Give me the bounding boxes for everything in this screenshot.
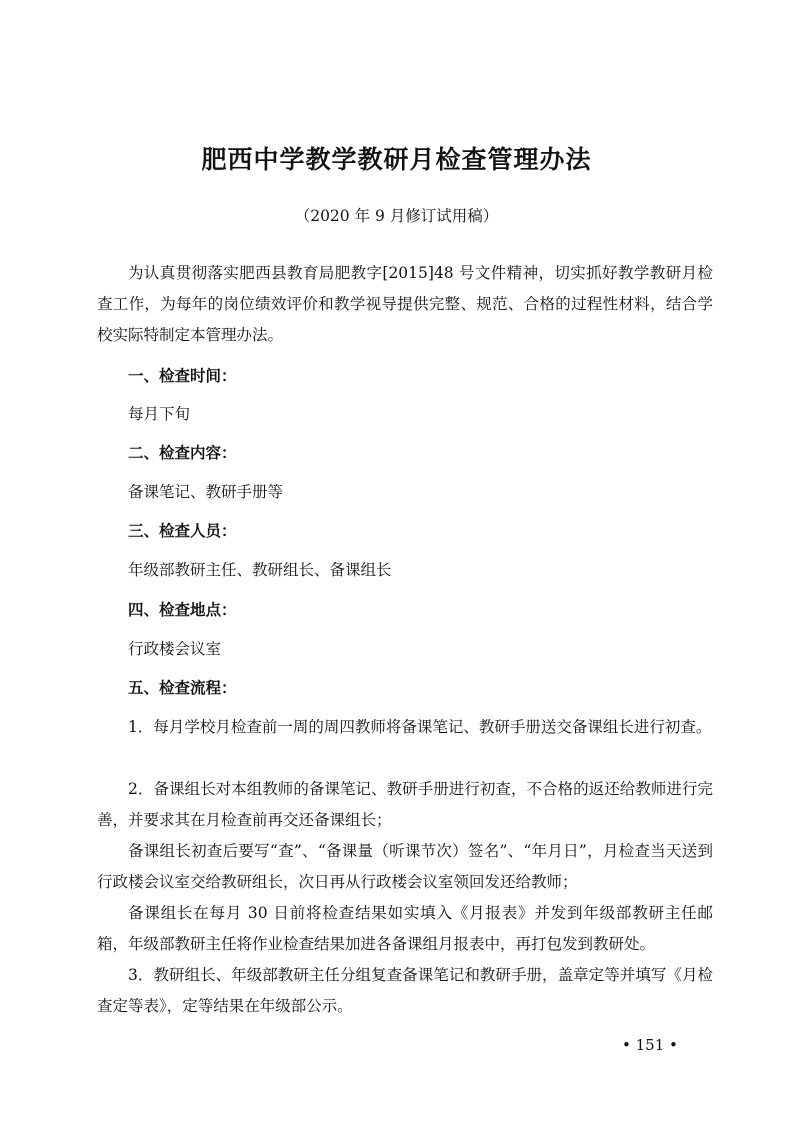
section-content-time: 每月下旬 — [128, 405, 191, 423]
section-heading-time: 一、检查时间： — [128, 367, 237, 385]
process-step-1: 1．每月学校月检查前一周的周四教师将备课笔记、教研手册送交备课组长进行初查。 — [128, 718, 712, 736]
page-number: • 151 • — [622, 1036, 678, 1054]
document-title: 肥西中学教学教研月检查管理办法 — [201, 145, 592, 174]
section-heading-content: 二、检查内容： — [128, 444, 237, 462]
process-step-3: 3．教研组长、年级部教研主任分组复查备课笔记和教研手册，盖章定等并填写《月检查定等表》，定等结果在年级部公示。 — [97, 966, 713, 1015]
section-content-content: 备课笔记、教研手册等 — [128, 483, 284, 501]
section-content-staff: 年级部教研主任、教研组长、备课组长 — [128, 561, 392, 579]
section-heading-location: 四、检查地点： — [128, 601, 237, 619]
process-step-2-note-a: 备课组长初查后要写“查”、“备课量（听课节次）签名”、“年月日”，月检查当天送到行政楼会议室交给教研组长，次日再从行政楼会议室领回发还给教师； — [97, 842, 713, 891]
intro-paragraph: 为认真贯彻落实肥西县教育局肥教字[2015]48 号文件精神，切实抓好教学教研月检查工作，为每年的岗位绩效评价和教学视导提供完整、规范、合格的过程性材料，结合学校实际特制定本管理办法。 — [97, 264, 713, 344]
process-step-2-note-b: 备课组长在每月 30 日前将检查结果如实填入《月报表》并发到年级部教研主任邮箱，年级部教研主任将作业检查结果加进各备课组月报表中，再打包发到教研处。 — [97, 904, 713, 953]
process-step-2: 2．备课组长对本组教师的备课笔记、教研手册进行初查，不合格的返还给教师进行完善，并要求其在月检查前再交还备课组长； — [97, 780, 713, 829]
section-heading-process: 五、检查流程： — [128, 679, 237, 697]
section-content-location: 行政楼会议室 — [128, 640, 222, 658]
document-subtitle: （2020 年 9 月修订试用稿） — [294, 207, 499, 225]
section-heading-staff: 三、检查人员： — [128, 522, 237, 540]
